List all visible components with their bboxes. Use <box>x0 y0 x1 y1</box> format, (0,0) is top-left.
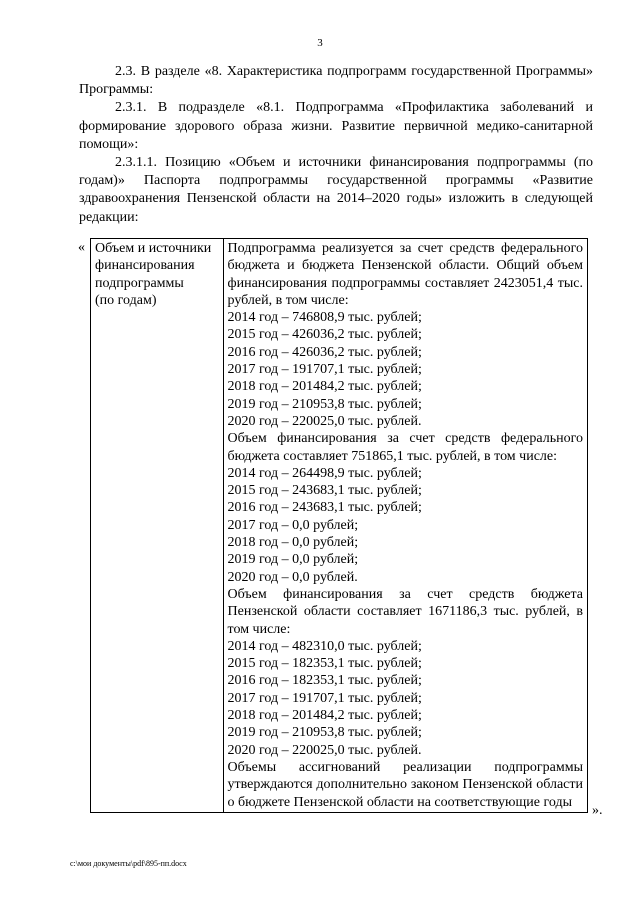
federal-year-line: 2020 год – 0,0 рублей. <box>227 569 358 585</box>
total-year-line: 2017 год – 191707,1 тыс. рублей; <box>227 362 422 378</box>
regional-year-line: 2019 год – 210953,8 тыс. рублей; <box>227 725 422 741</box>
regional-financing-intro: Объем финансирования за счет средств бюджета Пензенской области составляет 1671186,3 тыс. рублей, в том числе: <box>227 586 583 637</box>
federal-year-line: 2018 год – 0,0 рублей; <box>227 535 359 551</box>
total-year-line: 2016 год – 426036,2 тыс. рублей; <box>227 344 422 360</box>
total-year-line: 2020 год – 220025,0 тыс. рублей. <box>227 413 422 429</box>
regional-year-line: 2014 год – 482310,0 тыс. рублей; <box>227 638 422 654</box>
closing-quote: ». <box>592 803 603 818</box>
total-year-line: 2019 год – 210953,8 тыс. рублей; <box>227 396 422 412</box>
paragraph-section-2-3-1-1: 2.3.1.1. Позицию «Объем и источники финансирования подпрограммы (по годам)» Паспорта подпрограммы государственной программы «Развитие здравоохранения Пензенской области на 2014–2020 годы» изложить в следующей редакции: <box>79 155 593 225</box>
label-line: Объем и источники <box>95 241 212 256</box>
page-number: 3 <box>317 37 323 49</box>
regional-year-line: 2015 год – 182353,1 тыс. рублей; <box>227 656 422 672</box>
regional-year-line: 2016 год – 182353,1 тыс. рублей; <box>227 673 422 689</box>
closing-statement: Объемы ассигнований реализации подпрограммы утверждаются дополнительно законом Пензенской области о бюджете Пензенской области на соответствующие годы <box>227 759 583 810</box>
financing-label-cell <box>91 239 224 813</box>
federal-year-line: 2015 год – 243683,1 тыс. рублей; <box>227 483 422 499</box>
total-year-line: 2014 год – 746808,9 тыс. рублей; <box>227 310 422 326</box>
financing-table <box>90 238 588 813</box>
regional-year-line: 2017 год – 191707,1 тыс. рублей; <box>227 690 422 706</box>
financing-content-cell <box>223 239 587 813</box>
label-line: финансирования <box>95 258 195 274</box>
body-text <box>79 63 593 227</box>
opening-quote: « <box>78 240 85 255</box>
total-year-line: 2018 год – 201484,2 тыс. рублей; <box>227 379 422 395</box>
regional-year-line: 2020 год – 220025,0 тыс. рублей. <box>227 742 422 758</box>
paragraph-section-2-3: 2.3. В разделе «8. Характеристика подпрограмм государственной Программы» Программы: <box>79 64 593 98</box>
federal-financing-intro: Объем финансирования за счет средств федерального бюджета составляет 751865,1 тыс. рублей, в том числе: <box>227 431 583 464</box>
footer-file-path: c:\мои документы\pdf\895-пп.docx <box>70 859 187 868</box>
paragraph-section-2-3-1: 2.3.1. В подразделе «8.1. Подпрограмма «Профилактика заболеваний и формирование здорового образа жизни. Развитие первичной медико-санитарной помощи»: <box>79 100 593 152</box>
total-year-line: 2015 год – 426036,2 тыс. рублей; <box>227 327 422 343</box>
federal-year-line: 2019 год – 0,0 рублей; <box>227 552 359 568</box>
table-row <box>91 239 588 813</box>
regional-year-line: 2018 год – 201484,2 тыс. рублей; <box>227 708 422 724</box>
federal-year-line: 2014 год – 264498,9 тыс. рублей; <box>227 465 422 481</box>
label-line: (по годам) <box>95 292 157 308</box>
federal-year-line: 2017 год – 0,0 рублей; <box>227 517 359 533</box>
label-line: подпрограммы <box>95 275 184 291</box>
federal-year-line: 2016 год – 243683,1 тыс. рублей; <box>227 500 422 516</box>
total-financing-intro: Подпрограмма реализуется за счет средств федерального бюджета и бюджета Пензенской области. Общий объем финансирования подпрограммы составляет 2423051,4 тыс. рублей, в том числе: <box>227 241 583 308</box>
